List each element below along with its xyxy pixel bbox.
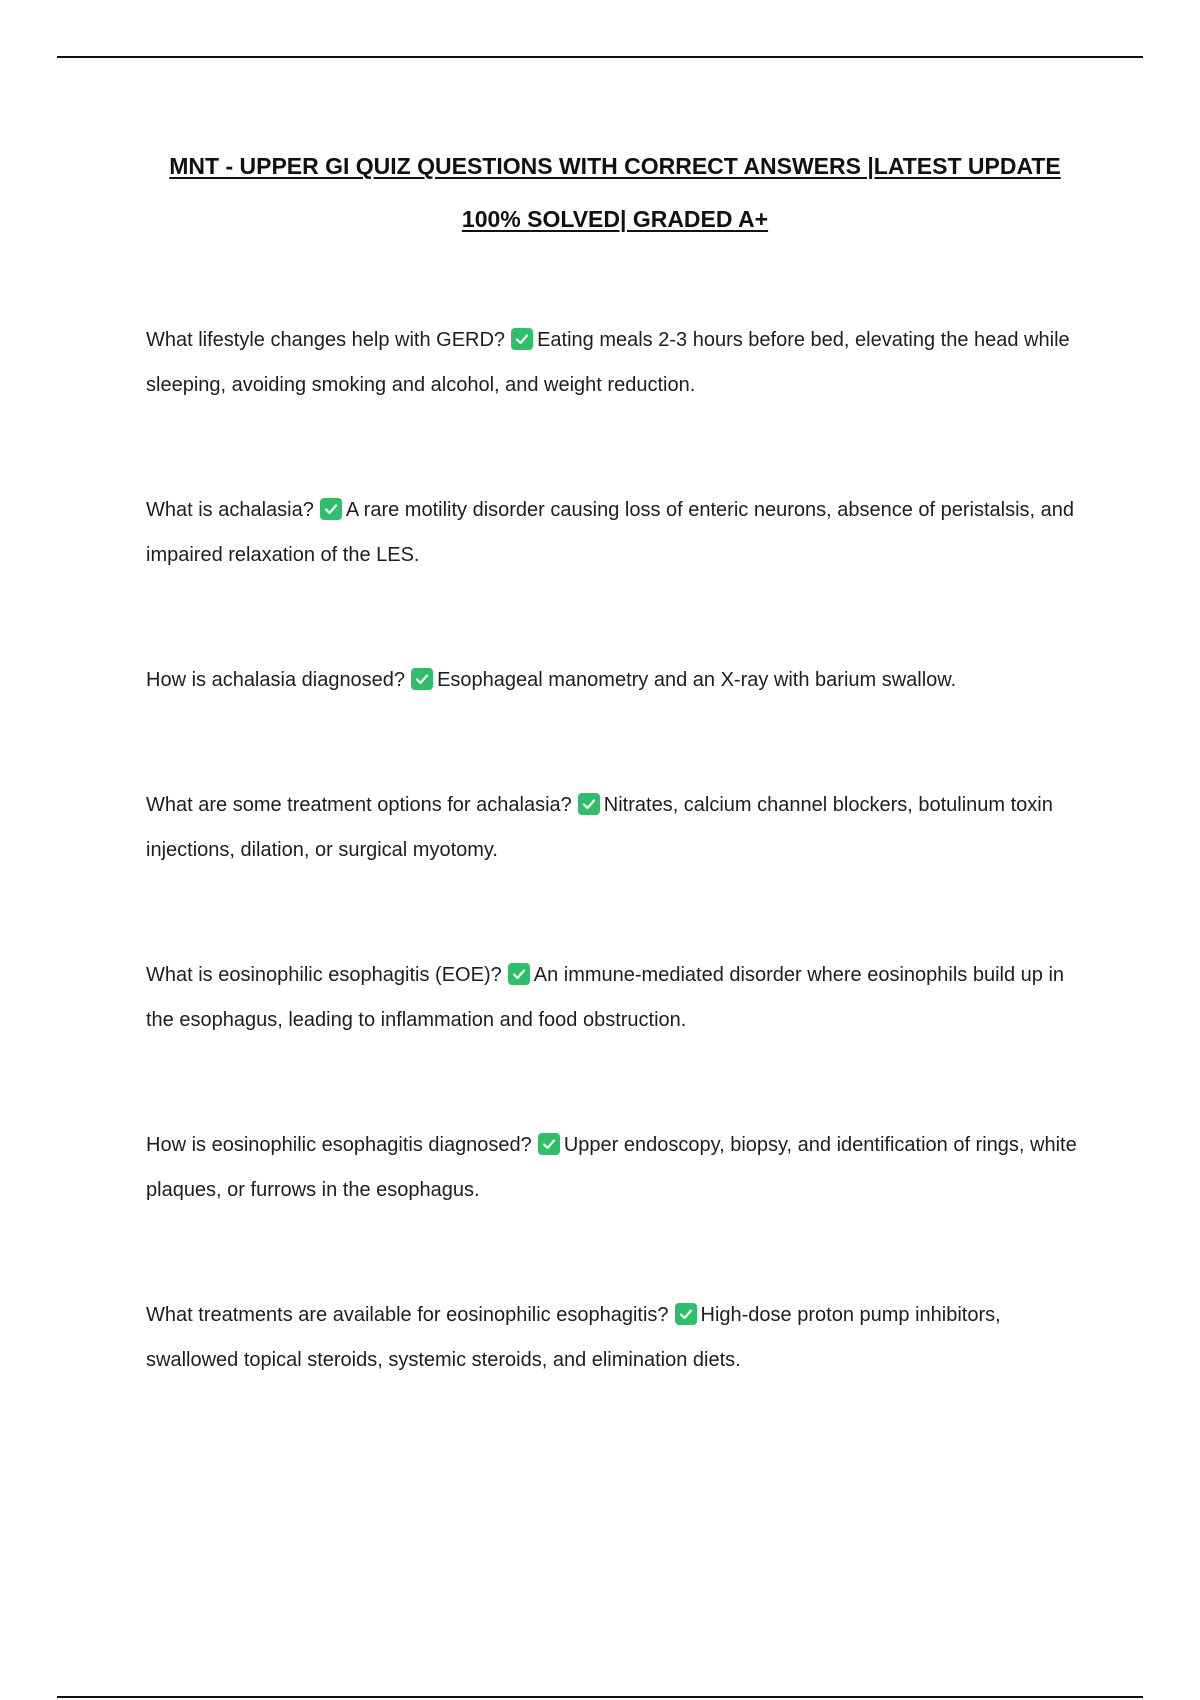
checkmark-icon — [578, 793, 600, 815]
answer: Nitrates, calcium channel blockers, botulinum toxin injections, dilation, or surgical myotomy. — [146, 794, 1053, 861]
answer: High-dose proton pump inhibitors, swallowed topical steroids, systemic steroids, and elimination diets. — [146, 1304, 1001, 1371]
answer: Eating meals 2-3 hours before bed, elevating the head while sleeping, avoiding smoking and alcohol, and weight reduction. — [146, 329, 1070, 396]
question: What is achalasia? — [146, 499, 314, 521]
question: What is eosinophilic esophagitis (EOE)? — [146, 964, 502, 986]
question: What treatments are available for eosinophilic esophagitis? — [146, 1304, 669, 1326]
answer: Esophageal manometry and an X-ray with barium swallow. — [437, 669, 957, 691]
checkmark-icon — [411, 668, 433, 690]
answer: A rare motility disorder causing loss of enteric neurons, absence of peristalsis, and impaired relaxation of the LES. — [146, 499, 1075, 566]
question: What lifestyle changes help with GERD? — [146, 329, 506, 351]
bottom-rule — [57, 1696, 1143, 1698]
answer: An immune-mediated disorder where eosinophils build up in the esophagus, leading to inflammation and food obstruction. — [146, 964, 1065, 1031]
top-rule — [57, 56, 1143, 58]
answer: Upper endoscopy, biopsy, and identification of rings, white plaques, or furrows in the esophagus. — [146, 1134, 1077, 1201]
qa-item-5 — [146, 953, 1096, 1043]
question: How is achalasia diagnosed? — [146, 669, 406, 691]
question: How is eosinophilic esophagitis diagnosed? — [146, 1134, 532, 1156]
document-title: MNT - UPPER GI QUIZ QUESTIONS WITH CORRECT ANSWERS |LATEST UPDATE 100% SOLVED| GRADED A+ — [169, 153, 1061, 232]
qa-item-4 — [146, 783, 1096, 873]
checkmark-icon — [320, 498, 342, 520]
qa-item-2 — [146, 488, 1096, 578]
qa-item-3 — [146, 658, 1096, 703]
question: What are some treatment options for achalasia? — [146, 794, 572, 816]
qa-item-6 — [146, 1123, 1096, 1213]
checkmark-icon — [675, 1303, 697, 1325]
qa-item-7 — [146, 1293, 1096, 1383]
checkmark-icon — [511, 328, 533, 350]
qa-item-1 — [146, 318, 1096, 408]
checkmark-icon — [508, 963, 530, 985]
checkmark-icon — [538, 1133, 560, 1155]
